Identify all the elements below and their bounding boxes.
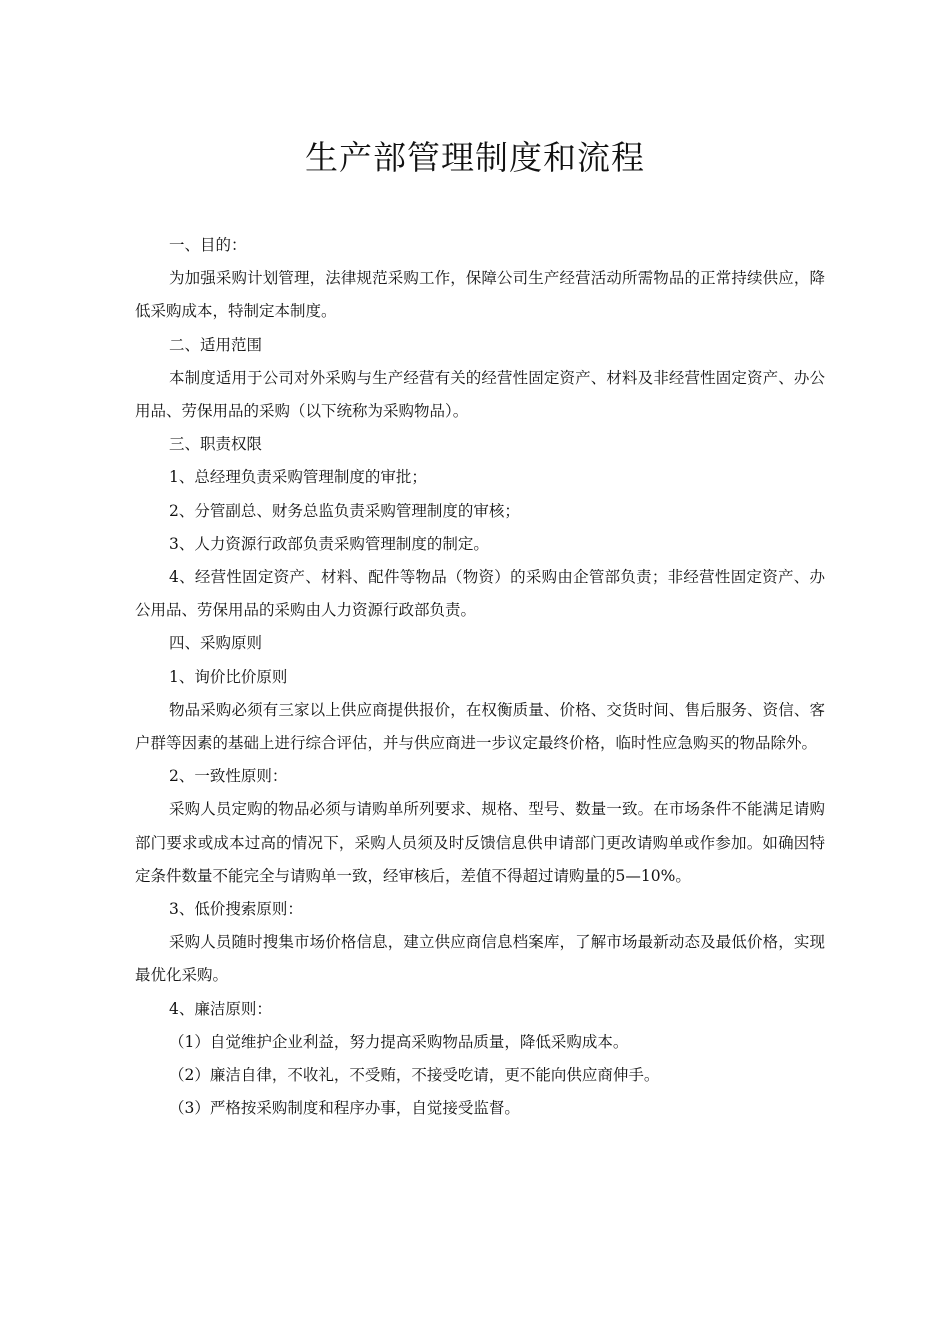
heading-principles: 四、采购原则: [169, 634, 263, 653]
list-item: 1、总经理负责采购管理制度的审批；: [169, 468, 427, 487]
paragraph-scope: 本制度适用于公司对外采购与生产经营有关的经营性固定资产、材料及非经营性固定资产、办公用品、劳保用品的采购（以下统称为采购物品）。: [135, 368, 825, 421]
heading-responsibilities: 三、职责权限: [169, 435, 263, 454]
heading-purpose: 一、目的：: [169, 236, 247, 254]
paragraph-inquiry: 物品采购必须有三家以上供应商提供报价，在权衡质量、价格、交货时间、售后服务、资信、客户群等因素的基础上进行综合评估，并与供应商进一步议定最终价格，临时性应急购买的物品除外。: [135, 700, 825, 753]
document-title: 生产部管理制度和流程: [305, 138, 645, 177]
subheading-consistency: 2、一致性原则：: [169, 767, 288, 786]
list-item: 3、人力资源行政部负责采购管理制度的制定。: [169, 534, 489, 553]
paragraph-consistency: 采购人员定购的物品必须与请购单所列要求、规格、型号、数量一致。在市场条件不能满足请购部门要求或成本过高的情况下，采购人员须及时反馈信息供申请部门更改请购单或作参加。如确因特定条件数量不能完全与请购单一致，经审核后，差值不得超过请购量的5—10%。: [135, 800, 825, 885]
list-item: （2）廉洁自律，不收礼，不受贿，不接受吃请，更不能向供应商伸手。: [169, 1066, 660, 1085]
heading-scope: 二、适用范围: [169, 335, 263, 354]
paragraph-purpose: 为加强采购计划管理，法律规范采购工作，保障公司生产经营活动所需物品的正常持续供应，降低采购成本，特制定本制度。: [135, 269, 825, 321]
list-item: 4、经营性固定资产、材料、配件等物品（物资）的采购由企管部负责；非经营性固定资产、办公用品、劳保用品的采购由人力资源行政部负责。: [135, 568, 825, 620]
subheading-inquiry: 1、询价比价原则: [169, 667, 288, 686]
list-item: （3）严格按采购制度和程序办事，自觉接受监督。: [169, 1099, 520, 1118]
subheading-integrity: 4、廉洁原则：: [169, 999, 272, 1018]
paragraph-low-price: 采购人员随时搜集市场价格信息，建立供应商信息档案库，了解市场最新动态及最低价格，实现最优化采购。: [135, 933, 825, 985]
document-body: [135, 229, 825, 1125]
list-item: （1）自觉维护企业利益，努力提高采购物品质量，降低采购成本。: [169, 1032, 629, 1051]
list-item: 2、分管副总、财务总监负责采购管理制度的审核；: [169, 501, 520, 520]
subheading-low-price: 3、低价搜索原则：: [169, 900, 303, 919]
